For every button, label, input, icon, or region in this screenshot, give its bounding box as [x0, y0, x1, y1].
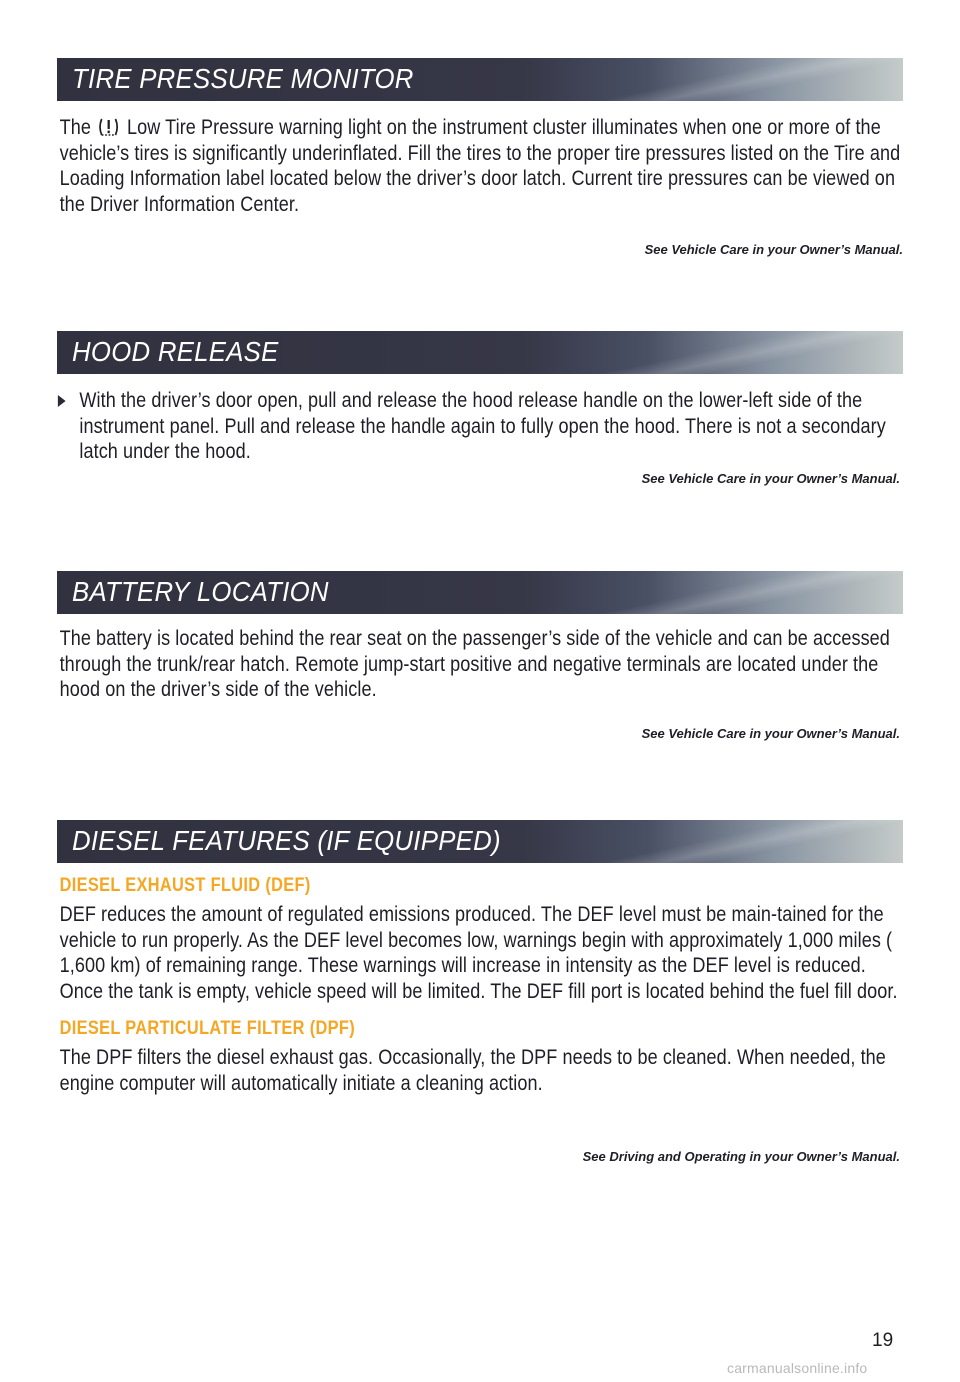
bullet-arrow-icon — [58, 395, 66, 407]
tire-pressure-warning-icon — [98, 116, 120, 138]
dpf-text: The DPF filters the diesel exhaust gas. Occasionally, the DPF needs to be cleaned. When needed, the engine computer will automatically initiate a cleaning action. — [59, 1046, 886, 1095]
diesel-features-reference: See Driving and Operating in your Owner’s Manual. — [582, 1149, 900, 1164]
hood-release-text: With the driver’s door open, pull and release the hood release handle on the lower-left side of the instrument panel. Pull and release the handle again to fully open the hood. There is not a secondary latch under the hood. — [79, 389, 886, 463]
battery-location-text: The battery is located behind the rear seat on the passenger’s side of the vehicle and can be accessed through the trunk/rear hatch. Remote jump-start positive and negative terminals are located under the hood on the driver’s side of the vehicle. — [59, 627, 890, 701]
tire-pressure-reference: See Vehicle Care in your Owner’s Manual. — [644, 242, 903, 257]
page-number: 19 — [872, 1330, 894, 1351]
hood-release-reference: See Vehicle Care in your Owner’s Manual. — [641, 471, 900, 486]
battery-location-section — [57, 571, 903, 741]
tire-pressure-section — [57, 58, 903, 257]
battery-location-banner — [57, 571, 903, 614]
section-title: BATTERY LOCATION — [72, 576, 329, 607]
def-text: DEF reduces the amount of regulated emissions produced. The DEF level must be main-tained for the vehicle to run properly. As the DEF level becomes low, warnings begin with approximately 1,000 miles ( 1,600 km) of remaining range. These warnings will increase in intensity as the DEF level is reduced. Once the tank is empty, vehicle speed will be limited. The DEF fill port is located behind the fuel fill door. — [59, 903, 898, 1003]
section-title: TIRE PRESSURE MONITOR — [72, 63, 414, 94]
section-title: DIESEL FEATURES (IF EQUIPPED) — [72, 825, 501, 856]
dpf-heading: DIESEL PARTICULATE FILTER (DPF) — [59, 1018, 355, 1039]
section-title: HOOD RELEASE — [72, 336, 279, 367]
hood-release-section — [57, 331, 903, 486]
watermark: carmanualsonline.info — [727, 1360, 868, 1376]
tire-pressure-text: The Low Tire Pressure warning light on the instrument cluster illuminates when one or more of the vehicle’s tires is significantly underinflated. Fill the tires to the proper tire pressures listed on the Tire and Loading Information label located below the driver’s door latch. Current tire pressures can be viewed on the Driver Information Center. — [59, 116, 901, 216]
diesel-features-section — [57, 820, 903, 1164]
tire-pressure-banner — [57, 58, 903, 101]
def-heading: DIESEL EXHAUST FLUID (DEF) — [59, 875, 311, 896]
battery-location-reference: See Vehicle Care in your Owner’s Manual. — [641, 726, 900, 741]
hood-release-bullet — [57, 388, 903, 465]
diesel-features-banner — [57, 820, 903, 863]
hood-release-banner — [57, 331, 903, 374]
